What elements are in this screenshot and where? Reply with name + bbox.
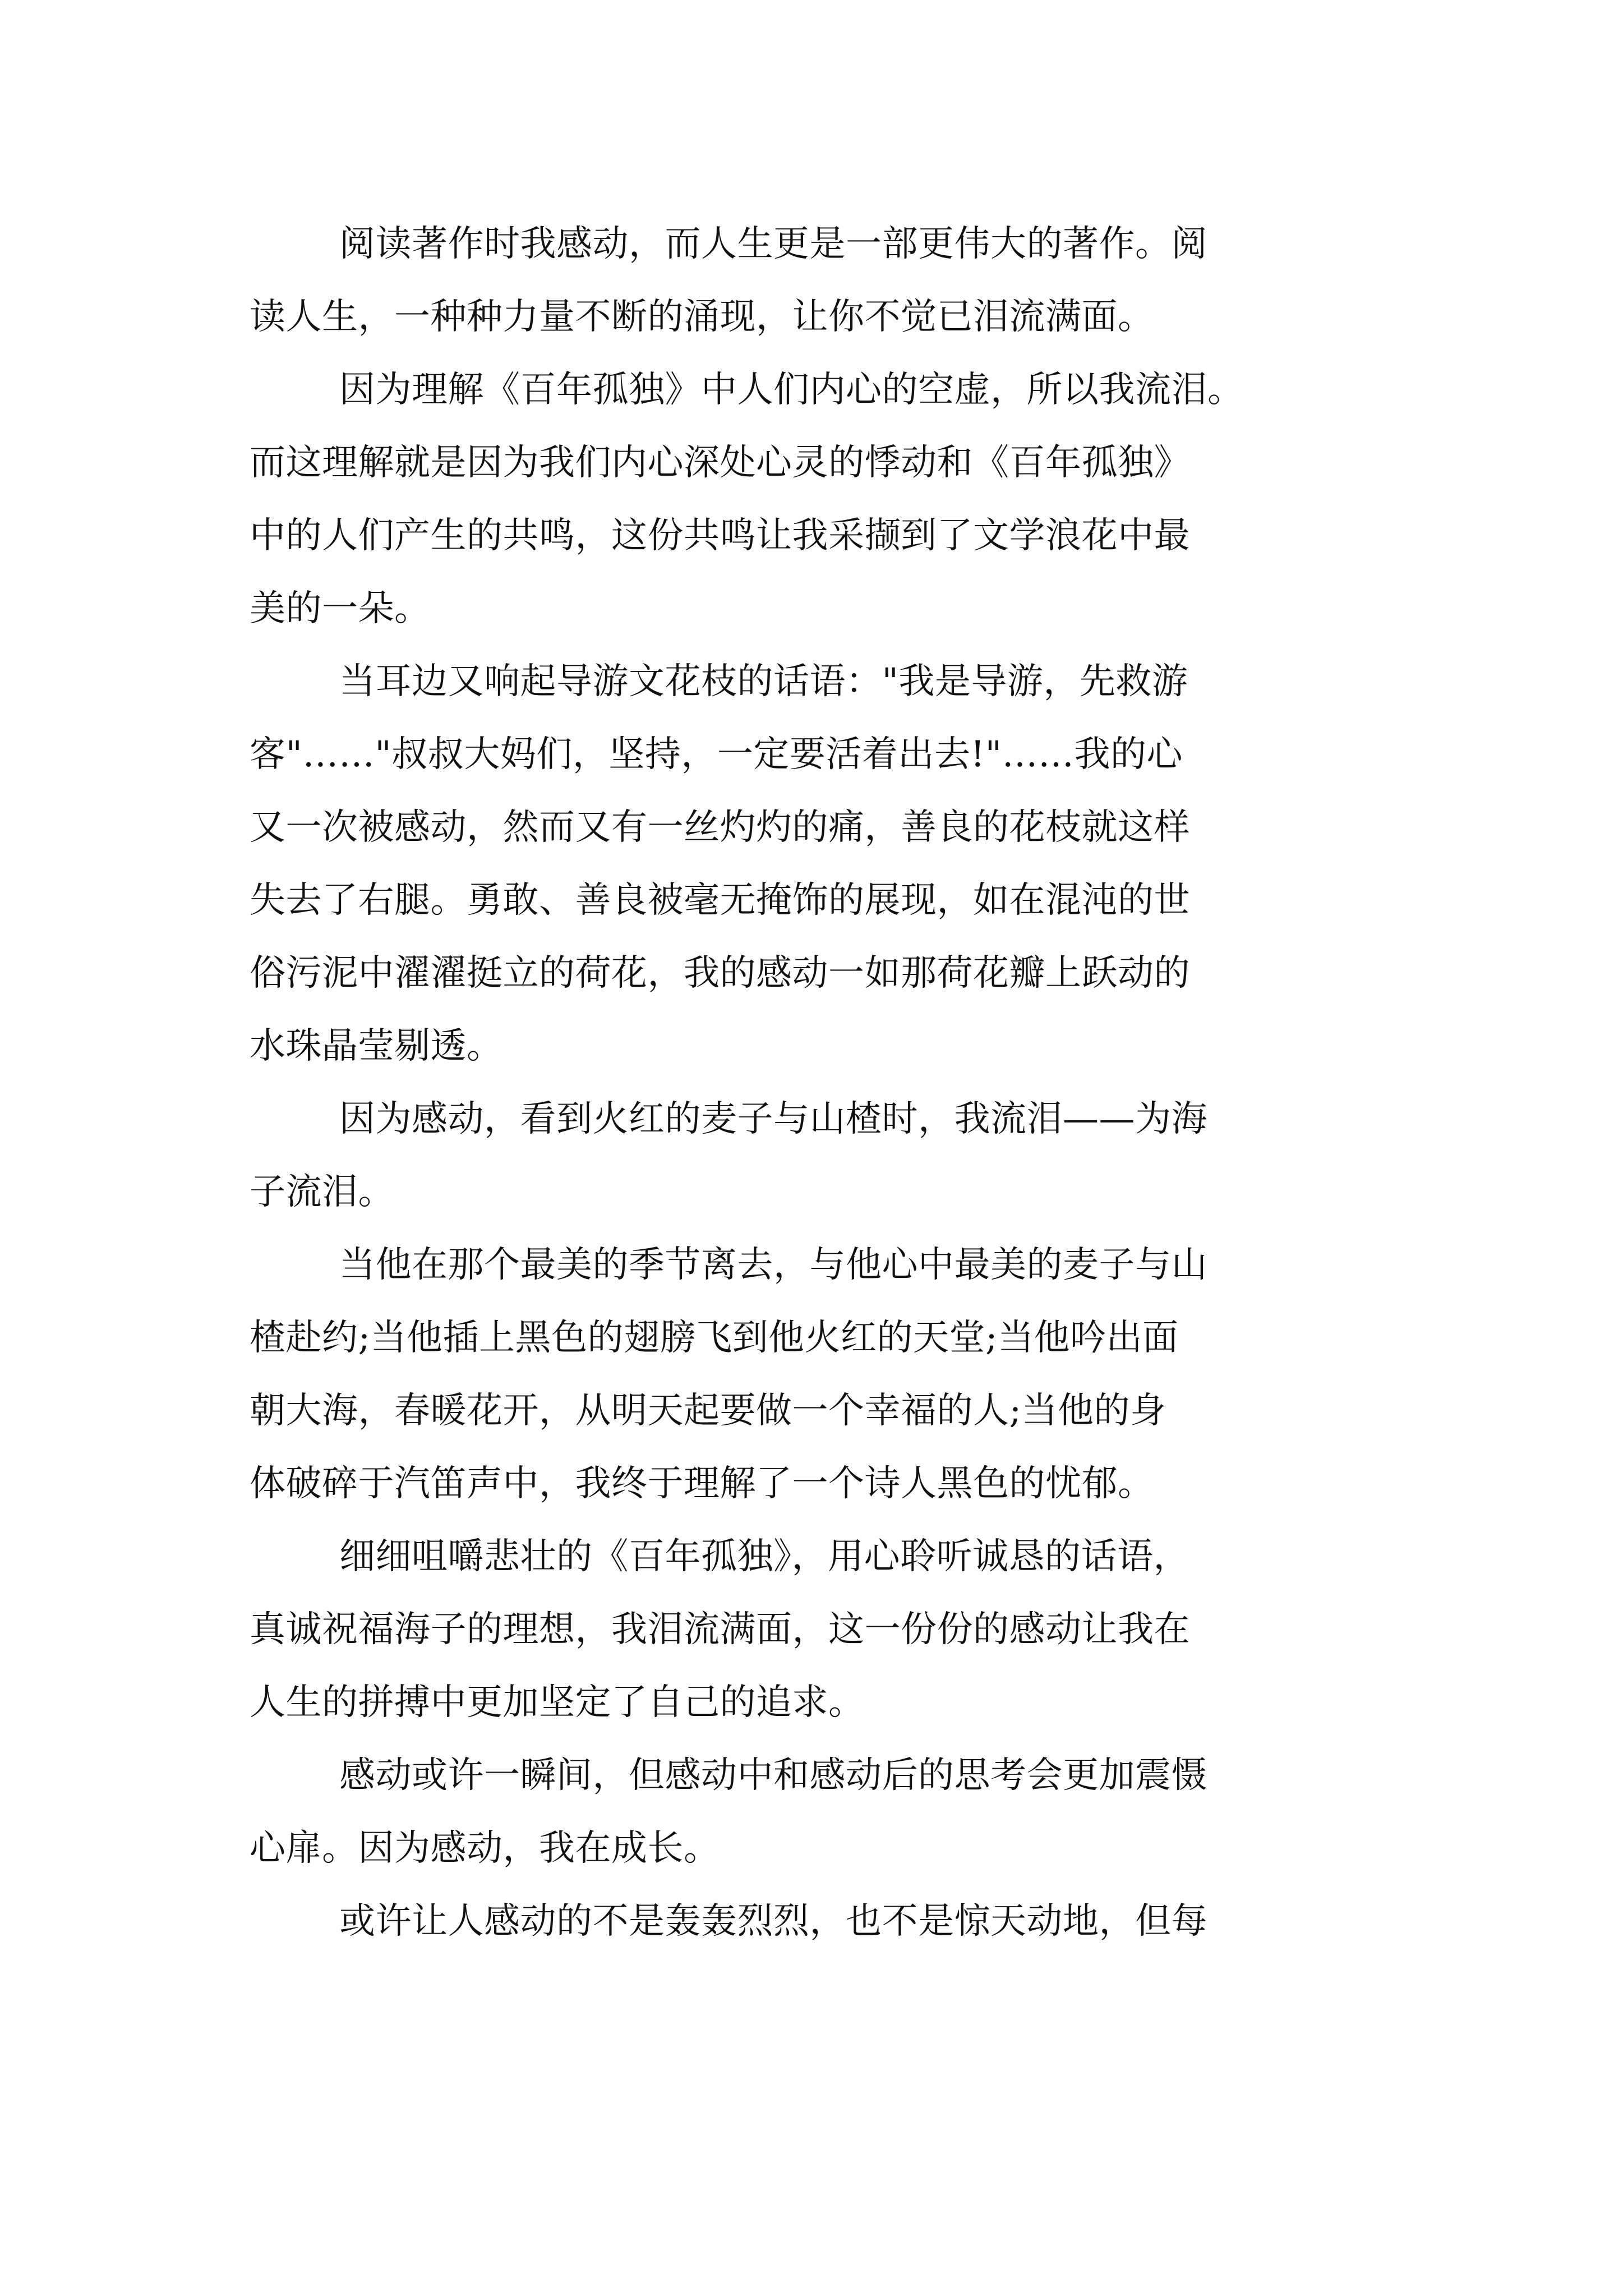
text-line: 朝大海，春暖花开，从明天起要做一个幸福的人;当他的身 bbox=[250, 1390, 1166, 1432]
text-line: 子流泪。 bbox=[250, 1171, 394, 1213]
paragraph-first-line: 或许让人感动的不是轰轰烈烈，也不是惊天动地，但每 bbox=[339, 1901, 1207, 1942]
paragraph-first-line: 因为感动，看到火红的麦子与山楂时，我流泪——为海 bbox=[339, 1098, 1207, 1140]
paragraph-first-line: 当他在那个最美的季节离去，与他心中最美的麦子与山 bbox=[339, 1244, 1207, 1286]
text-line: 又一次被感动，然而又有一丝灼灼的痛，善良的花枝就这样 bbox=[250, 807, 1190, 848]
text-line: 俗污泥中濯濯挺立的荷花，我的感动一如那荷花瓣上跃动的 bbox=[250, 953, 1190, 994]
paragraph-first-line: 当耳边又响起导游文花枝的话语："我是导游，先救游 bbox=[339, 661, 1188, 702]
text-line: 心扉。因为感动，我在成长。 bbox=[250, 1828, 720, 1869]
text-line: 失去了右腿。勇敢、善良被毫无掩饰的展现，如在混沌的世 bbox=[250, 880, 1190, 921]
paragraph-first-line: 阅读著作时我感动，而人生更是一部更伟大的著作。阅 bbox=[339, 223, 1207, 265]
text-line: 水珠晶莹剔透。 bbox=[250, 1025, 503, 1067]
text-line: 体破碎于汽笛声中，我终于理解了一个诗人黑色的忧郁。 bbox=[250, 1463, 1154, 1504]
text-line: 而这理解就是因为我们内心深处心灵的悸动和《百年孤独》 bbox=[250, 442, 1190, 484]
text-line: 美的一朵。 bbox=[250, 588, 431, 629]
text-line: 楂赴约;当他插上黑色的翅膀飞到他火红的天堂;当他吟出面 bbox=[250, 1317, 1179, 1359]
essay-body bbox=[250, 208, 1382, 1958]
paragraph-first-line: 因为理解《百年孤独》中人们内心的空虚，所以我流泪。 bbox=[339, 369, 1244, 411]
text-line: 真诚祝福海子的理想，我泪流满面，这一份份的感动让我在 bbox=[250, 1609, 1190, 1650]
text-line: 中的人们产生的共鸣，这份共鸣让我采撷到了文学浪花中最 bbox=[250, 515, 1190, 556]
text-line: 人生的拼搏中更加坚定了自己的追求。 bbox=[250, 1682, 865, 1723]
text-line: 客"……"叔叔大妈们，坚持，一定要活着出去!"……我的心 bbox=[250, 734, 1183, 775]
paragraph-first-line: 感动或许一瞬间，但感动中和感动后的思考会更加震慑 bbox=[339, 1755, 1207, 1796]
paragraph-first-line: 细细咀嚼悲壮的《百年孤独》，用心聆听诚恳的话语， bbox=[339, 1536, 1189, 1577]
text-line: 读人生，一种种力量不断的涌现，让你不觉已泪流满面。 bbox=[250, 296, 1154, 338]
